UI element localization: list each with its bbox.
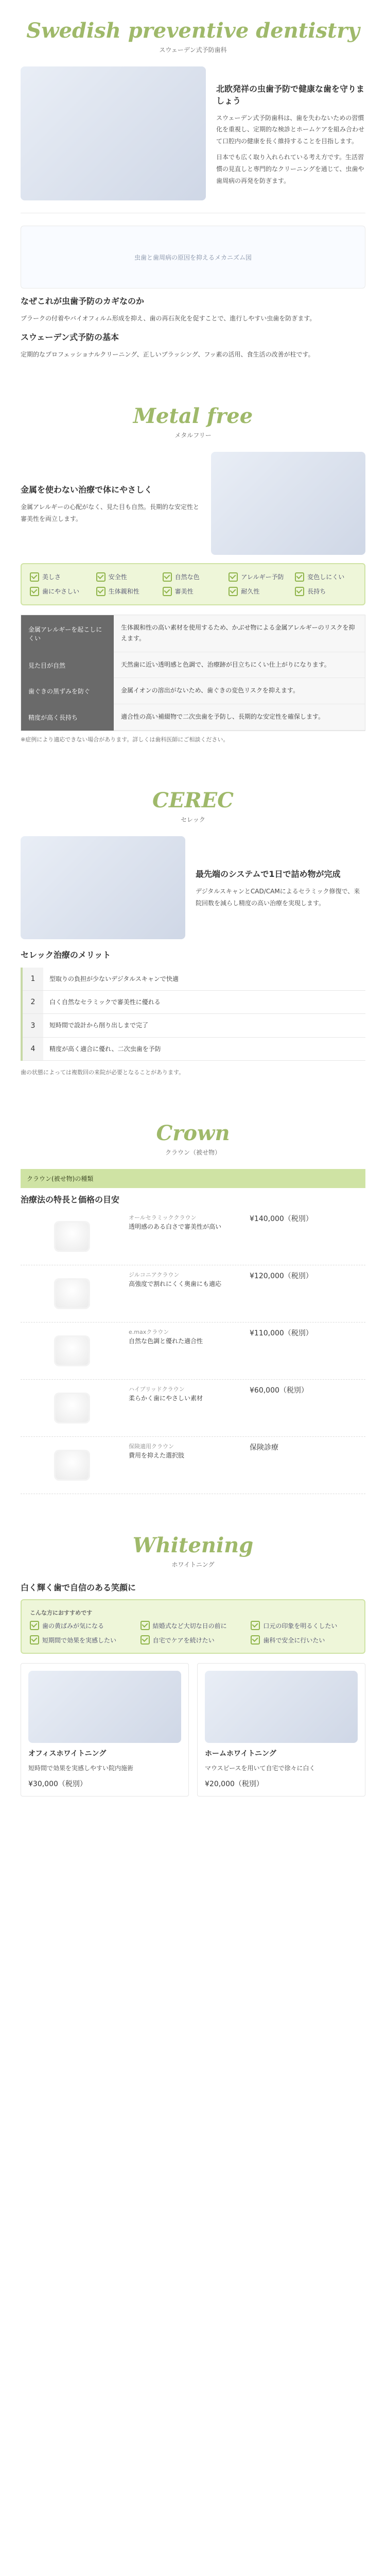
benefit-item: 長持ち [295, 587, 356, 596]
hero-section [0, 0, 386, 385]
check-icon [96, 587, 106, 596]
cerec-caution: 歯の状態によっては複数回の来院が必要となることがあります。 [21, 1069, 185, 1076]
crown-price: 保険診療 [250, 1444, 278, 1452]
whitening-check-item: 短期間で効果を実感したい [30, 1635, 135, 1645]
list-item: 3 短時間で設計から削り出しまで完了 [23, 1014, 365, 1037]
crown-item [21, 1208, 365, 1265]
table-key: 金属アレルギーを起こしにくい [21, 615, 114, 652]
metal-free-title: Metal free [133, 403, 253, 428]
list-num: 2 [23, 991, 43, 1013]
crown-features: 自然な色調と優れた適合性 [129, 1337, 203, 1345]
home-desc: マウスピースを用いて自宅で徐々に白く [205, 1765, 315, 1772]
crown-options-heading: 治療法の特長と価格の目安 [21, 1195, 120, 1205]
crown-features: 柔らかく歯にやさしい素材 [129, 1395, 203, 1402]
table-key: 見た目が自然 [21, 652, 114, 679]
check-icon [229, 587, 238, 596]
crown-item [21, 1265, 365, 1323]
crown-image [21, 1328, 124, 1374]
crown-banner: クラウン(被せ物)の種類 [21, 1169, 365, 1188]
list-num: 1 [23, 968, 43, 990]
tooth-icon [54, 1335, 90, 1366]
check-icon [141, 1621, 150, 1630]
office-whitening-photo [28, 1671, 181, 1743]
crown-features: 費用を抑えた選択肢 [129, 1452, 185, 1460]
benefit-item: 美しさ [30, 572, 91, 582]
cerec-title: CEREC [152, 788, 234, 812]
tooth-icon [54, 1278, 90, 1309]
mechanism-diagram [21, 226, 365, 289]
check-icon [163, 587, 172, 596]
benefit-item: 変色しにくい [295, 572, 356, 582]
crown-price: ¥110,000（税別） [250, 1329, 313, 1338]
home-whitening-card [197, 1663, 365, 1797]
whitening-subtitle: ホワイトニング [171, 1561, 215, 1569]
check-icon [96, 572, 106, 582]
cerec-subtitle: セレック [181, 816, 205, 823]
table-value: 金属イオンの溶出がないため、歯ぐきの変色リスクを抑えます。 [114, 678, 365, 704]
cerec-heading: 最先端のシステムで1日で詰め物が完成 [196, 869, 341, 879]
crown-name: 保険適用クラウン [129, 1443, 174, 1450]
hero-subtitle: スウェーデン式予防歯科 [159, 46, 227, 54]
metal-free-benefits [21, 563, 365, 605]
crown-item [21, 1437, 365, 1494]
whitening-check-item: 自宅でケアを続けたい [141, 1635, 246, 1645]
table-value: 適合性の高い補綴物で二次虫歯を予防し、長期的な安定性を確保します。 [114, 704, 365, 731]
hero-title-script: Swedish preventive dentistry [26, 19, 360, 43]
check-icon [251, 1621, 260, 1630]
basic-paragraph: 定期的なプロフェッショナルクリーニング、正しいブラッシング、フッ素の活用、食生活の改善が柱です。 [21, 350, 314, 358]
benefit-item: 生体親和性 [96, 587, 157, 596]
whitening-checks-heading: こんな方におすすめです [30, 1609, 93, 1617]
office-title: オフィスホワイトニング [28, 1750, 107, 1758]
why-heading: なぜこれが虫歯予防のカギなのか [21, 296, 145, 306]
intro-paragraph-2: 日本でも広く取り入れられている考え方です。生活習慣の見直しと専門的なクリーニングを通じて、虫歯や歯周病の再発を防ぎます。 [216, 154, 364, 184]
benefit-item: 歯にやさしい [30, 587, 91, 596]
benefit-item: 安全性 [96, 572, 157, 582]
crown-name: ハイブリッドクラウン [129, 1386, 185, 1393]
check-icon [229, 572, 238, 582]
list-item: 2 白く自然なセラミックで審美性に優れる [23, 991, 365, 1014]
whitening-check-item: 歯科で安全に行いたい [251, 1635, 356, 1645]
crown-name: ジルコニアクラウン [129, 1272, 180, 1279]
list-num: 3 [23, 1014, 43, 1037]
home-price: ¥20,000（税別） [205, 1780, 264, 1788]
tooth-icon [54, 1393, 90, 1423]
benefit-item: アレルギー予防 [229, 572, 290, 582]
list-num: 4 [23, 1038, 43, 1060]
crown-item [21, 1323, 365, 1380]
whitening-title: Whitening [132, 1533, 254, 1558]
crown-price: ¥140,000（税別） [250, 1215, 313, 1224]
check-icon [251, 1635, 260, 1645]
check-icon [30, 572, 39, 582]
tooth-icon [54, 1221, 90, 1252]
metal-free-paragraph: 金属アレルギーの心配がなく、見た目も自然。長期的な安定性と審美性を両立します。 [21, 503, 199, 523]
crown-price: ¥60,000（税別） [250, 1386, 308, 1395]
check-icon [295, 587, 304, 596]
crown-name: オールセラミッククラウン [129, 1214, 197, 1222]
crown-image [21, 1442, 124, 1488]
metal-free-note: ※症例により適応できない場合があります。詳しくは歯科医師にご相談ください。 [21, 736, 229, 743]
home-whitening-photo [205, 1671, 358, 1743]
table-value: 生体親和性の高い素材を使用するため、かぶせ物による金属アレルギーのリスクを抑えます。 [114, 615, 365, 652]
crown-section [0, 1103, 386, 1515]
crown-image [21, 1270, 124, 1317]
benefit-item: 審美性 [163, 587, 224, 596]
crown-image [21, 1213, 124, 1260]
whitening-heading: 白く輝く歯で自信のある笑顔に [21, 1583, 136, 1593]
whitening-check-item: 歯の黄ばみが気になる [30, 1621, 135, 1630]
list-item: 4 精度が高く適合に優れ、二次虫歯を予防 [23, 1038, 365, 1061]
intro-heading: 北欧発祥の虫歯予防で健康な歯を守りましょう [216, 83, 365, 106]
benefit-item: 耐久性 [229, 587, 290, 596]
whitening-section [0, 1515, 386, 1817]
cerec-section [0, 770, 386, 1103]
table-value: 天然歯に近い透明感と色調で、治療跡が目立ちにくい仕上がりになります。 [114, 652, 365, 679]
home-title: ホームホワイトニング [205, 1750, 276, 1758]
basic-heading: スウェーデン式予防の基本 [21, 332, 119, 342]
table-key: 歯ぐきの黒ずみを防ぐ [21, 678, 114, 704]
crown-price: ¥120,000（税別） [250, 1272, 313, 1281]
metal-free-photo [211, 452, 365, 555]
whitening-check-item: 結婚式など大切な日の前に [141, 1621, 246, 1630]
intro-paragraph: スウェーデン式予防歯科は、歯を失わないための習慣化を重視し、定期的な検診とホームケアを組み合わせて口腔内の健康を長く維持することを目指します。 [216, 114, 365, 145]
crown-title: Crown [156, 1121, 230, 1146]
table-key: 精度が高く長持ち [21, 704, 114, 731]
check-icon [295, 572, 304, 582]
crown-features: 透明感のある白さで審美性が高い [129, 1223, 222, 1231]
metal-free-section [0, 385, 386, 770]
metal-free-table [21, 615, 365, 731]
diagram-caption: 虫歯と歯周病の原因を抑えるメカニズム図 [134, 253, 252, 261]
check-icon [141, 1635, 150, 1645]
office-price: ¥30,000（税別） [28, 1780, 87, 1788]
list-item: 1 型取りの負担が少ないデジタルスキャンで快適 [23, 968, 365, 991]
whitening-check-item: 口元の印象を明るくしたい [251, 1621, 356, 1630]
cerec-steps [21, 968, 365, 1061]
hero-photo [21, 66, 206, 200]
check-icon [30, 587, 39, 596]
office-whitening-card [21, 1663, 189, 1797]
cerec-paragraph: デジタルスキャンとCAD/CAMによるセラミック修復で、来院回数を減らし精度の高い治療を実現します。 [196, 888, 360, 907]
crown-name: e.maxクラウン [129, 1329, 169, 1336]
check-icon [30, 1635, 39, 1645]
why-paragraph: プラークの付着やバイオフィルム形成を抑え、歯の再石灰化を促すことで、進行しやすい虫歯を防ぎます。 [21, 315, 316, 322]
office-desc: 短時間で効果を実感しやすい院内施術 [28, 1765, 134, 1772]
metal-free-subtitle: メタルフリー [174, 431, 212, 439]
cerec-photo [21, 836, 185, 939]
crown-item [21, 1380, 365, 1437]
crown-features: 高強度で割れにくく奥歯にも適応 [129, 1280, 222, 1288]
crown-subtitle: クラウン（被せ物） [165, 1149, 221, 1157]
cerec-steps-heading: セレック治療のメリット [21, 950, 111, 960]
metal-free-heading: 金属を使わない治療で体にやさしく [21, 485, 153, 495]
check-icon [30, 1621, 39, 1630]
check-icon [163, 572, 172, 582]
whitening-checks [21, 1599, 365, 1654]
tooth-icon [54, 1450, 90, 1481]
benefit-item: 自然な色 [163, 572, 224, 582]
crown-image [21, 1385, 124, 1431]
